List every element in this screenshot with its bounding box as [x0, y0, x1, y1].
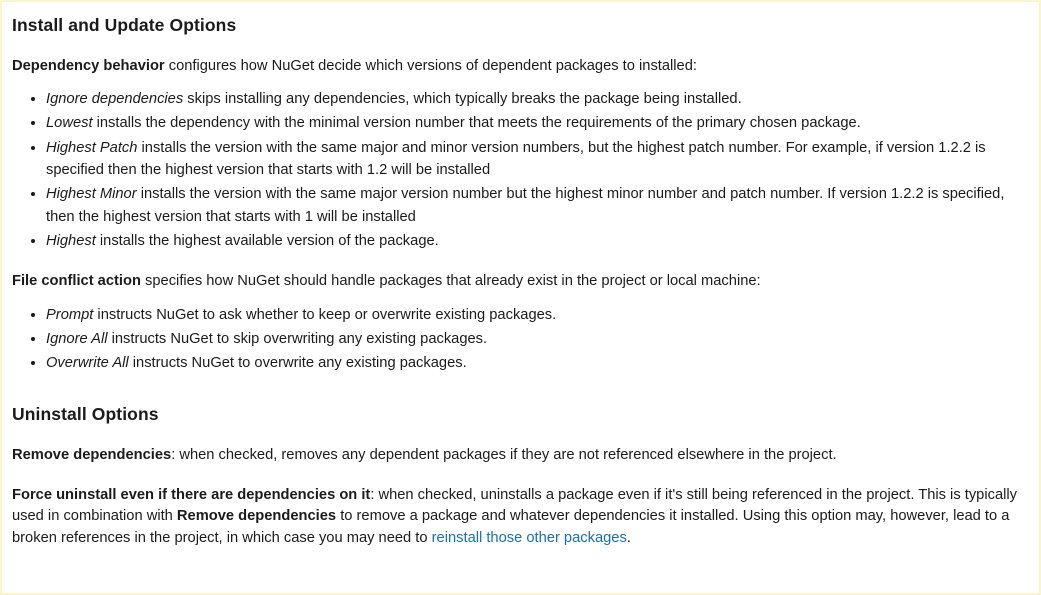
- force-uninstall-text-part-1: : when checked, uninstalls a package even if it's still being referenced in the project. This is typically used in combination with: [12, 486, 1017, 525]
- dependency-behavior-intro: [12, 56, 1027, 77]
- force-uninstall-text-tail: .: [626, 529, 631, 546]
- file-conflict-action-list: [12, 304, 1027, 375]
- list-item-term: Prompt: [46, 306, 94, 323]
- list-item-term: Lowest: [46, 115, 93, 132]
- list-item-term: Highest: [46, 233, 96, 250]
- dependency-behavior-label: Dependency behavior: [12, 57, 165, 74]
- list-item: [46, 137, 1027, 182]
- list-item-term: Ignore dependencies: [46, 91, 184, 108]
- list-item-text: installs the highest available version of the package.: [95, 233, 439, 250]
- list-item-text: installs the dependency with the minimal version number that meets the requirements of the primary chosen package.: [92, 115, 861, 132]
- list-item: [46, 88, 1027, 110]
- file-conflict-action-label: File conflict action: [12, 273, 141, 290]
- list-item-term: Overwrite All: [46, 355, 129, 372]
- list-item-text: installs the version with the same major version number but the highest minor number and patch number. If version 1.2.2 is specified, then the highest version that starts with 1 will be installed: [46, 186, 1005, 225]
- remove-dependencies-inline-label: Remove dependencies: [176, 508, 337, 525]
- force-uninstall-label: Force uninstall even if there are dependencies on it: [12, 486, 371, 503]
- list-item: [46, 352, 1027, 374]
- remove-dependencies-paragraph: [12, 445, 1027, 466]
- list-item-text: instructs NuGet to skip overwriting any existing packages.: [107, 331, 488, 348]
- list-item: [46, 230, 1027, 252]
- list-item-text: installs the version with the same major and minor version numbers, but the highest patch number. For example, if version 1.2.2 is specified then the highest version that starts with 1.2 will be installed: [46, 139, 986, 179]
- list-item-term: Highest Minor: [46, 186, 137, 203]
- list-item: [46, 112, 1027, 134]
- page-title-install-update-options: Install and Update Options: [12, 15, 237, 35]
- remove-dependencies-label: Remove dependencies: [12, 446, 172, 463]
- file-conflict-action-intro: [12, 271, 1027, 292]
- list-item: [46, 328, 1027, 350]
- list-item-term: Highest Patch: [46, 139, 138, 156]
- dependency-behavior-intro-text: configures how NuGet decide which versions of dependent packages to installed:: [164, 57, 697, 74]
- list-item-text: instructs NuGet to ask whether to keep or overwrite existing packages.: [93, 306, 557, 323]
- page-title-uninstall-options: Uninstall Options: [12, 403, 159, 424]
- dependency-behavior-list: [12, 88, 1027, 252]
- list-item: [46, 183, 1027, 228]
- reinstall-packages-link[interactable]: reinstall those other packages: [431, 529, 627, 546]
- list-item-term: Ignore All: [46, 331, 108, 348]
- force-uninstall-text-part-2: to remove a package and whatever dependencies it installed. Using this option may, however, lead to a broken references in the project, in which case you may need to: [12, 508, 1010, 546]
- list-item-text: skips installing any dependencies, which typically breaks the package being installed.: [183, 91, 742, 108]
- force-uninstall-paragraph: [12, 485, 1027, 549]
- remove-dependencies-text: : when checked, removes any dependent packages if they are not referenced elsewhere in the project.: [171, 446, 837, 463]
- file-conflict-action-intro-text: specifies how NuGet should handle packages that already exist in the project or local machine:: [140, 273, 761, 290]
- list-item-text: instructs NuGet to overwrite any existing packages.: [128, 355, 467, 372]
- list-item: [46, 304, 1027, 326]
